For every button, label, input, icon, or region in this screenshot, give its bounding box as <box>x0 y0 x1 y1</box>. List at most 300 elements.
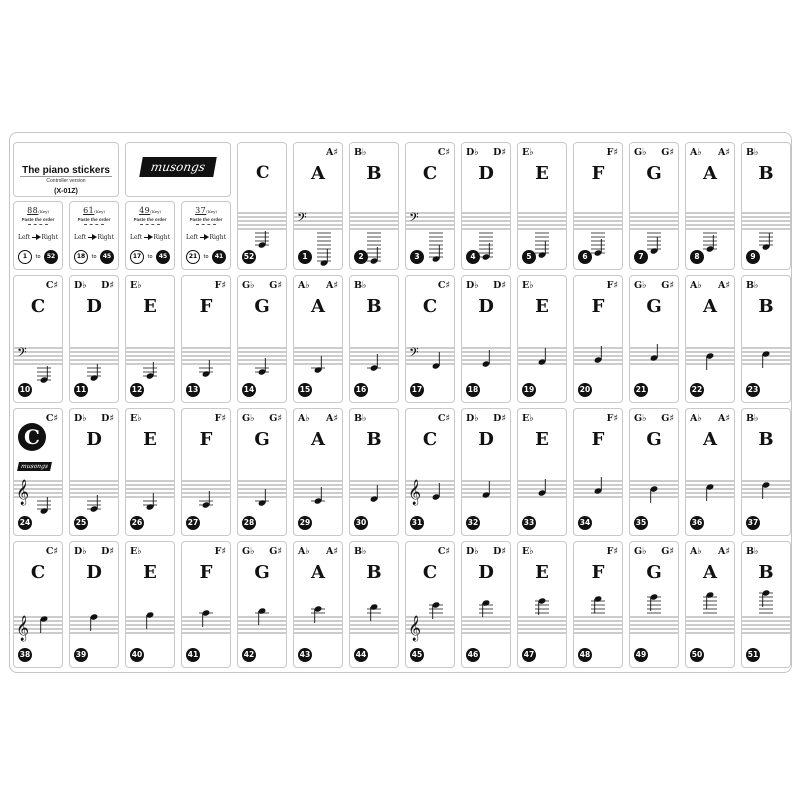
key-sticker <box>405 408 455 536</box>
flat-label: G♭ <box>634 147 647 158</box>
flat-label: A♭ <box>690 147 702 158</box>
key-sticker <box>741 408 791 536</box>
sharp-label: F♯ <box>606 546 618 557</box>
key-sticker <box>405 275 455 403</box>
sticker-number: 13 <box>186 383 200 397</box>
note-name: B <box>366 562 382 583</box>
sharp-label: D♯ <box>493 280 506 291</box>
sticker-number: 5 <box>522 250 536 264</box>
key-sticker <box>293 142 343 270</box>
keyboard-size-card <box>181 201 231 270</box>
sticker-number: 47 <box>522 648 536 662</box>
sharp-label: G♯ <box>661 147 674 158</box>
note-name: C <box>422 163 438 184</box>
flat-label: B♭ <box>354 147 367 158</box>
brand-mini-logo: musongs <box>17 462 52 471</box>
treble-clef-icon: 𝄞 <box>408 616 422 641</box>
key-sticker <box>349 541 399 668</box>
key-sticker <box>349 275 399 403</box>
sharp-label: A♯ <box>326 413 338 424</box>
note-name: B <box>366 429 382 450</box>
note-name: G <box>254 296 270 317</box>
flat-label: B♭ <box>354 280 367 291</box>
note-name: F <box>591 429 605 450</box>
flat-label: A♭ <box>690 413 702 424</box>
right-label: Right <box>41 234 58 241</box>
key-sticker <box>517 275 567 403</box>
range-start-badge: 1 <box>18 250 32 264</box>
sticker-range <box>18 250 58 264</box>
note-name: F <box>591 562 605 583</box>
middle-c-badge: C <box>18 423 46 451</box>
sticker-number: 38 <box>18 648 32 662</box>
flat-label: E♭ <box>522 546 534 557</box>
sticker-number: 19 <box>522 383 536 397</box>
range-end-badge: 45 <box>100 250 114 264</box>
note-name: F <box>199 429 213 450</box>
sharp-label: C♯ <box>437 147 450 158</box>
key-sticker <box>181 275 231 403</box>
key-sticker <box>741 541 791 668</box>
left-label: Left <box>186 234 199 241</box>
divider-line <box>28 224 48 228</box>
sticker-number: 49 <box>634 648 648 662</box>
sticker-number: 21 <box>634 383 648 397</box>
sharp-label: G♯ <box>661 546 674 557</box>
sticker-number: 7 <box>634 250 648 264</box>
sharp-label: D♯ <box>101 546 114 557</box>
sticker-number: 3 <box>410 250 424 264</box>
key-sticker <box>685 408 735 536</box>
sticker-number: 35 <box>634 516 648 530</box>
sticker-range <box>130 250 170 264</box>
note-name: B <box>758 163 774 184</box>
note-name: A <box>703 562 717 583</box>
sticker-number: 40 <box>130 648 144 662</box>
sharp-label: G♯ <box>661 280 674 291</box>
paste-direction <box>186 234 226 241</box>
key-count <box>126 206 174 215</box>
sharp-label: G♯ <box>269 546 282 557</box>
range-end-badge: 45 <box>156 250 170 264</box>
note-name: F <box>591 163 605 184</box>
sticker-number: 51 <box>746 648 760 662</box>
sticker-number: 31 <box>410 516 424 530</box>
note-name: A <box>703 429 717 450</box>
key-sticker <box>293 541 343 668</box>
flat-label: E♭ <box>522 147 534 158</box>
flat-label: D♭ <box>466 147 479 158</box>
flat-label: D♭ <box>466 546 479 557</box>
paste-direction <box>130 234 170 241</box>
flat-label: B♭ <box>746 546 759 557</box>
key-sticker <box>237 275 287 403</box>
bass-clef-icon: 𝄢 <box>17 345 27 363</box>
note-name: G <box>646 163 662 184</box>
key-sticker <box>69 541 119 668</box>
sharp-label: F♯ <box>606 413 618 424</box>
key-sticker <box>461 541 511 668</box>
key-sticker <box>573 541 623 668</box>
sticker-number: 29 <box>298 516 312 530</box>
flat-label: D♭ <box>74 280 87 291</box>
key-count-number: 88 <box>27 206 39 215</box>
note-name: E <box>143 562 157 583</box>
sticker-number: 37 <box>746 516 760 530</box>
note-name: C <box>422 562 438 583</box>
flat-label: D♭ <box>466 280 479 291</box>
sharp-label: A♯ <box>326 147 338 158</box>
key-sticker <box>181 408 231 536</box>
brand-logo: musongs <box>139 157 217 177</box>
key-sticker <box>69 408 119 536</box>
sticker-sheet <box>9 132 792 673</box>
sharp-label: D♯ <box>493 546 506 557</box>
note-name: G <box>646 429 662 450</box>
key-unit: (Key) <box>38 209 49 214</box>
sticker-number: 46 <box>466 648 480 662</box>
key-sticker <box>629 541 679 668</box>
sticker-number: 12 <box>130 383 144 397</box>
key-sticker <box>461 275 511 403</box>
note-name: E <box>535 163 549 184</box>
note-name: G <box>646 562 662 583</box>
sharp-label: D♯ <box>101 280 114 291</box>
sharp-label: A♯ <box>718 280 730 291</box>
sharp-label: C♯ <box>45 546 58 557</box>
key-sticker <box>237 142 287 270</box>
flat-label: G♭ <box>242 546 255 557</box>
flat-label: G♭ <box>634 280 647 291</box>
range-start-badge: 17 <box>130 250 144 264</box>
key-sticker <box>293 408 343 536</box>
flat-label: D♭ <box>466 413 479 424</box>
note-name: A <box>311 163 325 184</box>
note-name: A <box>703 296 717 317</box>
sticker-number: 4 <box>466 250 480 264</box>
sticker-number: 16 <box>354 383 368 397</box>
key-sticker <box>125 408 175 536</box>
sticker-number: 44 <box>354 648 368 662</box>
flat-label: B♭ <box>746 413 759 424</box>
flat-label: G♭ <box>634 413 647 424</box>
note-name: D <box>478 562 494 583</box>
key-sticker <box>629 142 679 270</box>
key-sticker <box>517 142 567 270</box>
title-divider <box>20 176 112 177</box>
key-sticker <box>237 541 287 668</box>
flat-label: G♭ <box>242 413 255 424</box>
key-sticker <box>573 142 623 270</box>
key-sticker <box>573 408 623 536</box>
sticker-number: 22 <box>690 383 704 397</box>
sharp-label: C♯ <box>45 280 58 291</box>
flat-label: D♭ <box>74 546 87 557</box>
sticker-number: 28 <box>242 516 256 530</box>
note-name: E <box>535 562 549 583</box>
note-name: E <box>143 429 157 450</box>
flat-label: E♭ <box>130 546 142 557</box>
key-sticker <box>685 541 735 668</box>
note-name: D <box>478 163 494 184</box>
sharp-label: F♯ <box>214 546 226 557</box>
key-sticker <box>573 275 623 403</box>
sharp-label: A♯ <box>326 546 338 557</box>
note-name: D <box>86 429 102 450</box>
note-name: G <box>254 562 270 583</box>
key-sticker <box>349 408 399 536</box>
note-name: G <box>646 296 662 317</box>
sticker-number: 1 <box>298 250 312 264</box>
sticker-number: 15 <box>298 383 312 397</box>
note-name: D <box>86 296 102 317</box>
range-end-badge: 41 <box>212 250 226 264</box>
key-sticker <box>349 142 399 270</box>
paste-direction <box>74 234 114 241</box>
note-name: B <box>366 163 382 184</box>
key-sticker <box>461 142 511 270</box>
divider-line <box>140 224 160 228</box>
sticker-number: 34 <box>578 516 592 530</box>
note-name: G <box>254 429 270 450</box>
sticker-number: 8 <box>690 250 704 264</box>
right-arrow-icon <box>32 237 39 238</box>
key-unit: (Key) <box>150 209 161 214</box>
key-unit: (Key) <box>94 209 105 214</box>
right-arrow-icon <box>200 237 207 238</box>
note-name: C <box>30 562 46 583</box>
logo-card <box>125 142 231 197</box>
sticker-number: 24 <box>18 516 32 530</box>
range-to-label: to <box>35 254 41 260</box>
right-arrow-icon <box>144 237 151 238</box>
paste-order-label: Paste the order <box>77 217 111 222</box>
note-name: F <box>591 296 605 317</box>
note-name: A <box>311 562 325 583</box>
left-label: Left <box>74 234 87 241</box>
sharp-label: F♯ <box>214 280 226 291</box>
key-sticker <box>293 275 343 403</box>
sharp-label: C♯ <box>45 413 58 424</box>
note-name: D <box>86 562 102 583</box>
key-sticker <box>13 408 63 536</box>
note-name: B <box>758 562 774 583</box>
sticker-number: 33 <box>522 516 536 530</box>
note-name: A <box>311 296 325 317</box>
sharp-label: F♯ <box>214 413 226 424</box>
flat-label: D♭ <box>74 413 87 424</box>
model-code: (X-01Z) <box>54 188 78 195</box>
sticker-number: 18 <box>466 383 480 397</box>
flat-label: B♭ <box>746 147 759 158</box>
flat-label: A♭ <box>298 280 310 291</box>
flat-label: A♭ <box>690 280 702 291</box>
key-sticker <box>405 142 455 270</box>
sticker-number: 6 <box>578 250 592 264</box>
key-count <box>70 206 118 215</box>
sticker-number: 2 <box>354 250 368 264</box>
key-count <box>14 206 62 215</box>
key-count-number: 37 <box>195 206 207 215</box>
flat-label: E♭ <box>130 413 142 424</box>
sharp-label: G♯ <box>661 413 674 424</box>
left-label: Left <box>130 234 143 241</box>
sharp-label: G♯ <box>269 280 282 291</box>
sticker-number: 25 <box>74 516 88 530</box>
note-name: B <box>758 429 774 450</box>
flat-label: A♭ <box>690 546 702 557</box>
paste-order-label: Paste the order <box>189 217 223 222</box>
sticker-range <box>186 250 226 264</box>
sticker-number: 9 <box>746 250 760 264</box>
note-name: E <box>535 296 549 317</box>
range-to-label: to <box>203 254 209 260</box>
flat-label: E♭ <box>522 413 534 424</box>
right-label: Right <box>209 234 226 241</box>
key-sticker <box>13 275 63 403</box>
key-sticker <box>125 541 175 668</box>
note-name: E <box>143 296 157 317</box>
note-name: C <box>30 296 46 317</box>
sharp-label: D♯ <box>493 413 506 424</box>
divider-line <box>196 224 216 228</box>
left-label: Left <box>18 234 31 241</box>
key-sticker <box>461 408 511 536</box>
note-name: C <box>422 429 438 450</box>
sharp-label: A♯ <box>326 280 338 291</box>
sheet-subtitle: Controller version <box>46 178 86 184</box>
note-name: E <box>535 429 549 450</box>
flat-label: A♭ <box>298 546 310 557</box>
key-sticker <box>237 408 287 536</box>
bass-clef-icon: 𝄢 <box>409 210 419 228</box>
key-unit: (Key) <box>206 209 217 214</box>
paste-direction <box>18 234 58 241</box>
sticker-number: 17 <box>410 383 424 397</box>
sharp-label: G♯ <box>269 413 282 424</box>
note-name: A <box>311 429 325 450</box>
sharp-label: D♯ <box>493 147 506 158</box>
range-to-label: to <box>147 254 153 260</box>
sharp-label: C♯ <box>437 546 450 557</box>
flat-label: G♭ <box>242 280 255 291</box>
key-sticker <box>405 541 455 668</box>
sticker-number: 27 <box>186 516 200 530</box>
keyboard-size-card <box>69 201 119 270</box>
key-count-number: 49 <box>139 206 151 215</box>
flat-label: E♭ <box>130 280 142 291</box>
sticker-number: 23 <box>746 383 760 397</box>
sticker-number: 20 <box>578 383 592 397</box>
treble-clef-icon: 𝄞 <box>16 480 30 505</box>
sharp-label: D♯ <box>101 413 114 424</box>
key-sticker <box>629 408 679 536</box>
sticker-number: 50 <box>690 648 704 662</box>
flat-label: B♭ <box>746 280 759 291</box>
key-sticker <box>517 541 567 668</box>
sticker-number: 52 <box>242 250 256 264</box>
key-sticker <box>13 541 63 668</box>
note-name: C <box>422 296 438 317</box>
key-sticker <box>181 541 231 668</box>
range-start-badge: 21 <box>186 250 200 264</box>
sharp-label: A♯ <box>718 546 730 557</box>
note-name: C <box>256 163 270 183</box>
title-card <box>13 142 119 197</box>
sticker-number: 30 <box>354 516 368 530</box>
sharp-label: C♯ <box>437 413 450 424</box>
key-count <box>182 206 230 215</box>
flat-label: E♭ <box>522 280 534 291</box>
key-count-number: 61 <box>83 206 95 215</box>
flat-label: A♭ <box>298 413 310 424</box>
key-sticker <box>69 275 119 403</box>
sticker-number: 43 <box>298 648 312 662</box>
sharp-label: A♯ <box>718 413 730 424</box>
key-sticker <box>685 275 735 403</box>
bass-clef-icon: 𝄢 <box>409 345 419 363</box>
sheet-title: The piano stickers <box>22 165 110 176</box>
key-sticker <box>517 408 567 536</box>
sticker-number: 39 <box>74 648 88 662</box>
sticker-number: 10 <box>18 383 32 397</box>
note-name: B <box>758 296 774 317</box>
sharp-label: F♯ <box>606 147 618 158</box>
note-name: D <box>478 296 494 317</box>
sticker-number: 36 <box>690 516 704 530</box>
note-name: D <box>478 429 494 450</box>
sticker-number: 41 <box>186 648 200 662</box>
bass-clef-icon: 𝄢 <box>297 210 307 228</box>
paste-order-label: Paste the order <box>21 217 55 222</box>
sticker-number: 32 <box>466 516 480 530</box>
sticker-number: 45 <box>410 648 424 662</box>
keyboard-size-card <box>125 201 175 270</box>
flat-label: G♭ <box>634 546 647 557</box>
sharp-label: F♯ <box>606 280 618 291</box>
sharp-label: A♯ <box>718 147 730 158</box>
flat-label: B♭ <box>354 413 367 424</box>
sticker-range <box>74 250 114 264</box>
range-end-badge: 52 <box>44 250 58 264</box>
divider-line <box>84 224 104 228</box>
sticker-number: 11 <box>74 383 88 397</box>
right-arrow-icon <box>88 237 95 238</box>
key-sticker <box>685 142 735 270</box>
right-label: Right <box>153 234 170 241</box>
flat-label: B♭ <box>354 546 367 557</box>
key-sticker <box>741 142 791 270</box>
note-name: F <box>199 296 213 317</box>
treble-clef-icon: 𝄞 <box>16 616 30 641</box>
keyboard-size-card <box>13 201 63 270</box>
key-sticker <box>741 275 791 403</box>
sticker-number: 42 <box>242 648 256 662</box>
right-label: Right <box>97 234 114 241</box>
note-name: F <box>199 562 213 583</box>
sticker-number: 26 <box>130 516 144 530</box>
key-sticker <box>629 275 679 403</box>
note-name: B <box>366 296 382 317</box>
sticker-number: 48 <box>578 648 592 662</box>
paste-order-label: Paste the order <box>133 217 167 222</box>
range-to-label: to <box>91 254 97 260</box>
key-sticker <box>125 275 175 403</box>
sticker-number: 14 <box>242 383 256 397</box>
range-start-badge: 18 <box>74 250 88 264</box>
treble-clef-icon: 𝄞 <box>408 480 422 505</box>
note-name: A <box>703 163 717 184</box>
